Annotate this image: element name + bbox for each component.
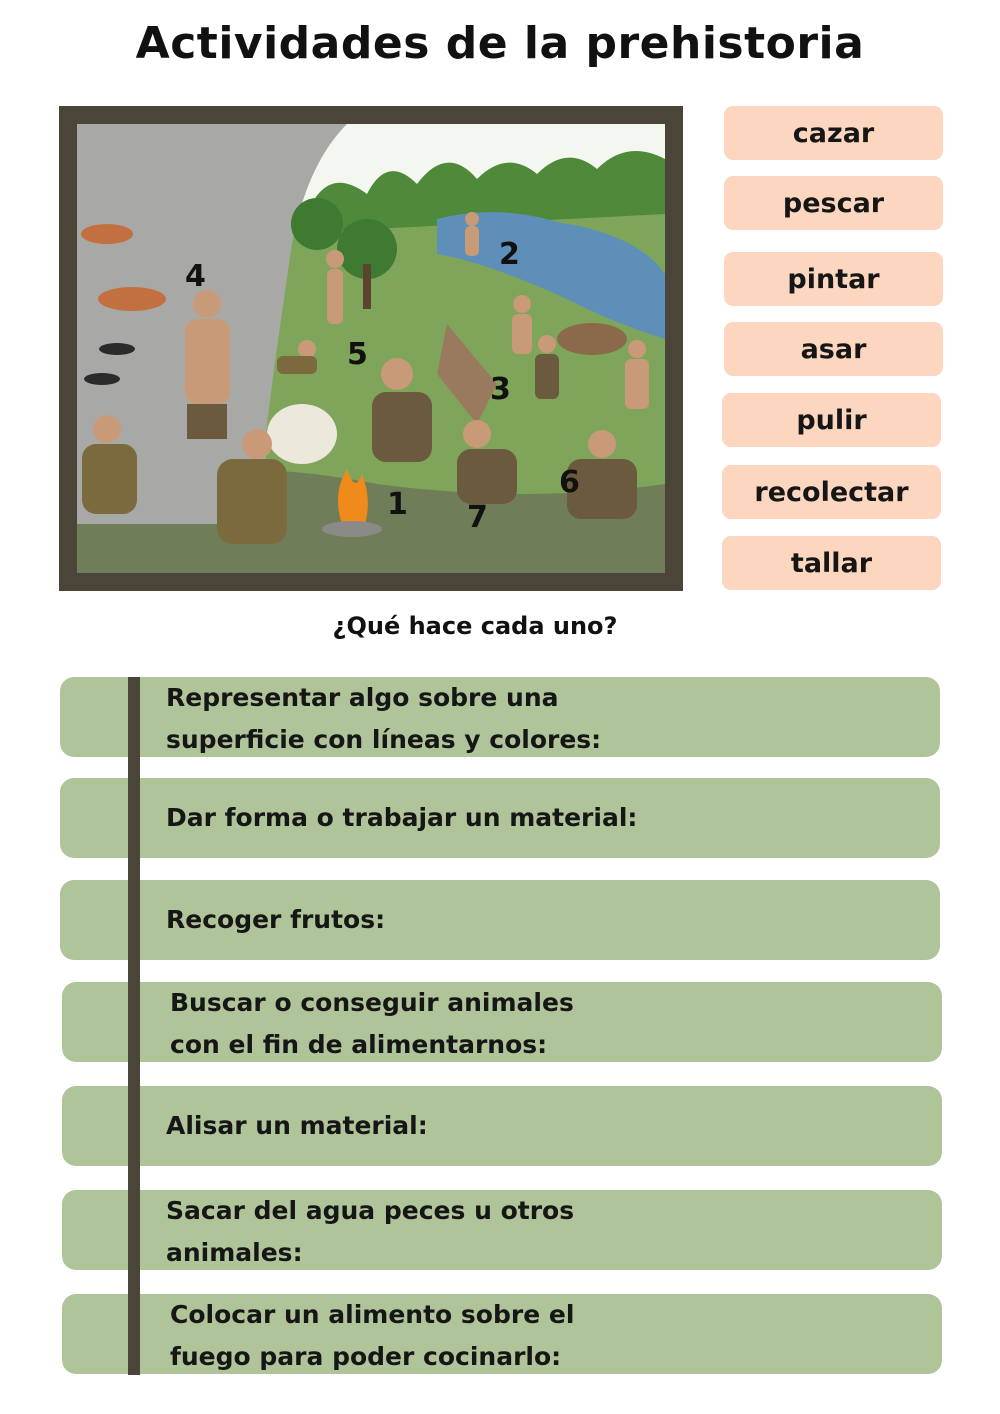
definition-row-5[interactable] [62, 1086, 942, 1166]
definition-text-7 [170, 1294, 730, 1374]
word-bank-pintar[interactable]: pintar [724, 252, 943, 306]
prehistory-scene-illustration [59, 106, 683, 591]
scene-marker-1: 1 [387, 487, 408, 522]
definition-line: Representar algo sobre una [166, 683, 559, 712]
definition-row-1[interactable] [60, 677, 940, 757]
definition-row-4[interactable] [62, 982, 942, 1062]
cave-painting-deer [81, 224, 133, 244]
word-bank-cazar[interactable]: cazar [724, 106, 943, 160]
definition-text-4 [170, 982, 730, 1062]
cave-painting-horse-2 [84, 373, 120, 385]
definition-text-6 [166, 1190, 726, 1270]
definition-row-2[interactable] [60, 778, 940, 858]
definition-line: animales: [166, 1238, 303, 1267]
definition-row-6[interactable] [62, 1190, 942, 1270]
definition-line: Colocar un alimento sobre el [170, 1300, 575, 1329]
cave-painting-horse [99, 343, 135, 355]
word-bank-pulir[interactable]: pulir [722, 393, 941, 447]
definition-line: Alisar un material: [166, 1111, 428, 1140]
definition-line: con el fin de alimentarnos: [170, 1030, 548, 1059]
page-title: Actividades de la prehistoria [135, 18, 865, 69]
definition-line: Dar forma o trabajar un material: [166, 803, 638, 832]
cave-painting-bull [98, 287, 166, 311]
definition-line: Recoger frutos: [166, 905, 386, 934]
word-bank-asar[interactable]: asar [724, 322, 943, 376]
tree-trunk [363, 264, 371, 309]
definition-line: Sacar del agua peces u otros [166, 1196, 575, 1225]
scene-marker-2: 2 [499, 237, 520, 272]
definition-row-3[interactable] [60, 880, 940, 960]
word-bank-recolectar[interactable]: recolectar [722, 465, 941, 519]
deer [557, 323, 627, 355]
definition-text-5 [166, 1086, 726, 1166]
definition-row-7[interactable] [62, 1294, 942, 1374]
definition-line: fuego para poder cocinarlo: [170, 1342, 562, 1371]
scene-marker-5: 5 [347, 337, 368, 372]
question-heading: ¿Qué hace cada uno? [332, 612, 618, 640]
word-bank-tallar[interactable]: tallar [722, 536, 941, 590]
definition-line: superficie con líneas y colores: [166, 725, 602, 754]
scene-marker-6: 6 [559, 465, 580, 500]
answer-divider-line [128, 677, 140, 1375]
smoke [267, 404, 337, 464]
scene-marker-7: 7 [467, 500, 488, 535]
tree [291, 198, 343, 250]
scene-marker-3: 3 [490, 372, 511, 407]
scene-drawing [77, 124, 665, 573]
definition-text-3 [166, 880, 726, 960]
fire-stones [322, 521, 382, 537]
definition-line: Buscar o conseguir animales [170, 988, 574, 1017]
definition-text-1 [166, 677, 726, 757]
word-bank-pescar[interactable]: pescar [724, 176, 943, 230]
scene-marker-4: 4 [185, 259, 206, 294]
definition-text-2 [166, 778, 726, 858]
